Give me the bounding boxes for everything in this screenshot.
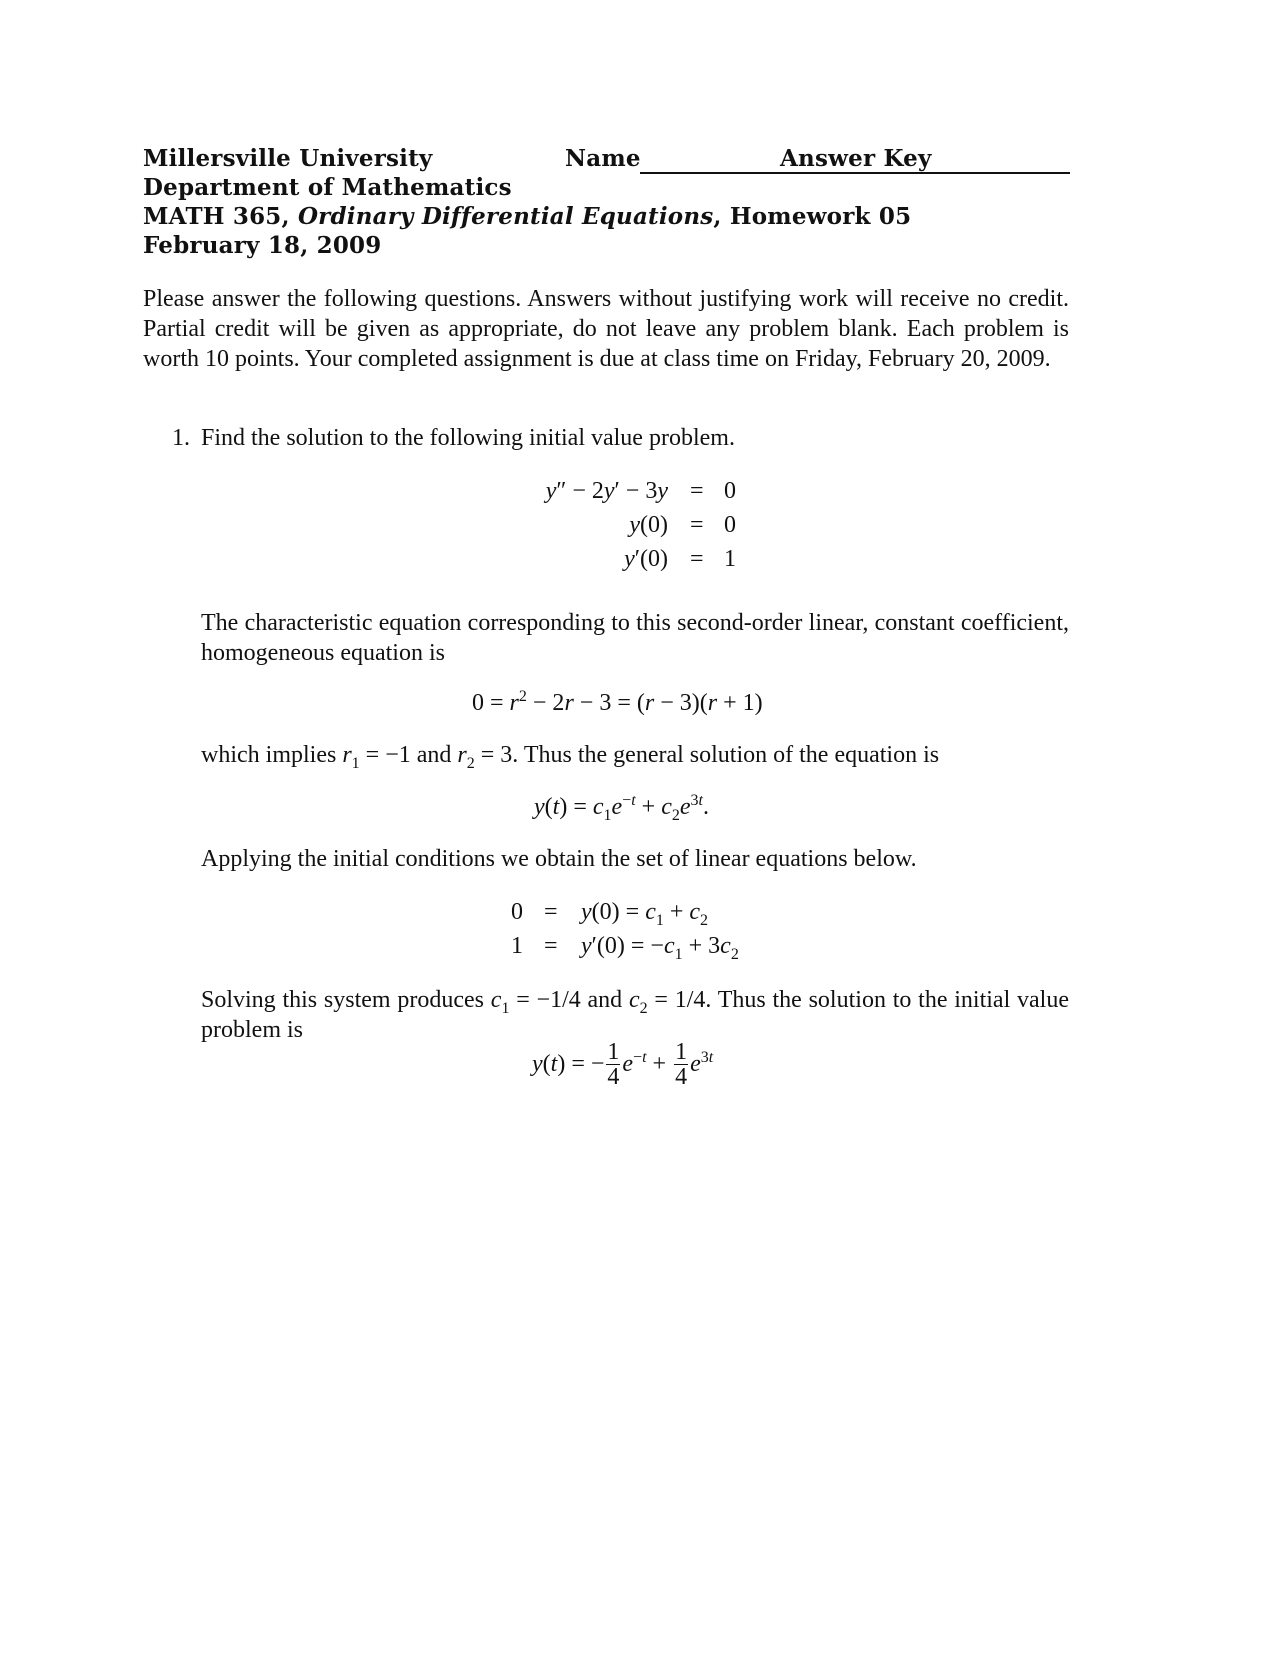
system-lhs-1: 0 — [511, 899, 523, 925]
roots-sentence: which implies $r_1 = -1$ and $r_2 = 3$. Thus the general solution of the equation is — [201, 742, 940, 772]
solving-text-a: Solving this system produces — [201, 987, 491, 1013]
department-name: Department of Mathematics — [143, 174, 512, 201]
ivp-lhs-yp0: y′(0) — [624, 546, 668, 572]
ivp-rhs-yp0: 1 — [724, 546, 736, 572]
problem-prompt: Find the solution to the following initial value problem. — [201, 425, 735, 451]
ivp-eq-2: = — [690, 512, 704, 538]
general-solution: $y(t) = c_1e^{-t} + c_2e^{3t}$. — [534, 792, 709, 824]
solving-paragraph: Solving this system produces $c_1 = -1/4$ and $c_2 = 1/4$. Thus the solution to the initial value problem is — [201, 987, 1070, 1043]
name-value: Answer Key — [780, 145, 932, 172]
system-rhs-2: $y'(0) = -c_1 + 3c_2$ — [581, 933, 739, 963]
ivp-eq-3: = — [690, 546, 704, 572]
applying-text: Applying the initial conditions we obtain the set of linear equations below. — [201, 846, 917, 872]
system-eq-2: = — [544, 933, 558, 959]
ivp-rhs-y0: 0 — [724, 512, 736, 538]
system-eq-1: = — [544, 899, 558, 925]
solving-text-c: . Thus the solution to the initial value problem is — [201, 987, 1070, 1043]
characteristic-text: The characteristic equation corresponding to this second-order linear, constant coefficient, homogeneous equation is — [201, 610, 1069, 666]
roots-text-a: which implies — [201, 742, 343, 768]
solving-text-b: and — [580, 987, 629, 1013]
system-lhs-2: 1 — [511, 933, 523, 959]
ivp-eq-1: = — [690, 478, 704, 504]
course-prefix: MATH 365, — [143, 203, 298, 230]
problem-number: 1. — [172, 425, 190, 451]
characteristic-equation: $0 = r^2 - 2r - 3 = (r - 3)(r + 1)$ — [472, 688, 763, 716]
course-title: Ordinary Differential Equations — [297, 203, 714, 230]
university-name: Millersville University — [143, 145, 433, 172]
instructions-paragraph: Please answer the following questions. Answers without justifying work will receive no credit. Partial credit will be given as appropriate, do not leave any problem blank. Each problem is worth 10 points. Your completed assignment is due at class time on Friday, February 20, 2009. — [143, 286, 1069, 372]
system-rhs-1: $y(0) = c_1 + c_2$ — [581, 899, 709, 929]
name-underline — [640, 172, 1070, 174]
roots-text-c: . Thus the general solution of the equation is — [512, 742, 940, 768]
roots-text-b: and — [410, 742, 458, 768]
course-line — [143, 203, 911, 230]
ivp-lhs-y0: y(0) — [629, 512, 668, 538]
name-label: Name — [565, 145, 641, 172]
ivp-rhs-ode: 0 — [724, 478, 736, 504]
ivp-lhs-ode: y″ − 2y′ − 3y — [545, 478, 668, 504]
final-solution: y(t) = − $\frac{1}{4}$ $e^{-t}$ + $\frac{1}{4}$ $e^{3t}$ — [532, 1039, 714, 1090]
assignment-date: February 18, 2009 — [143, 232, 382, 259]
course-suffix: , Homework 05 — [713, 203, 912, 230]
